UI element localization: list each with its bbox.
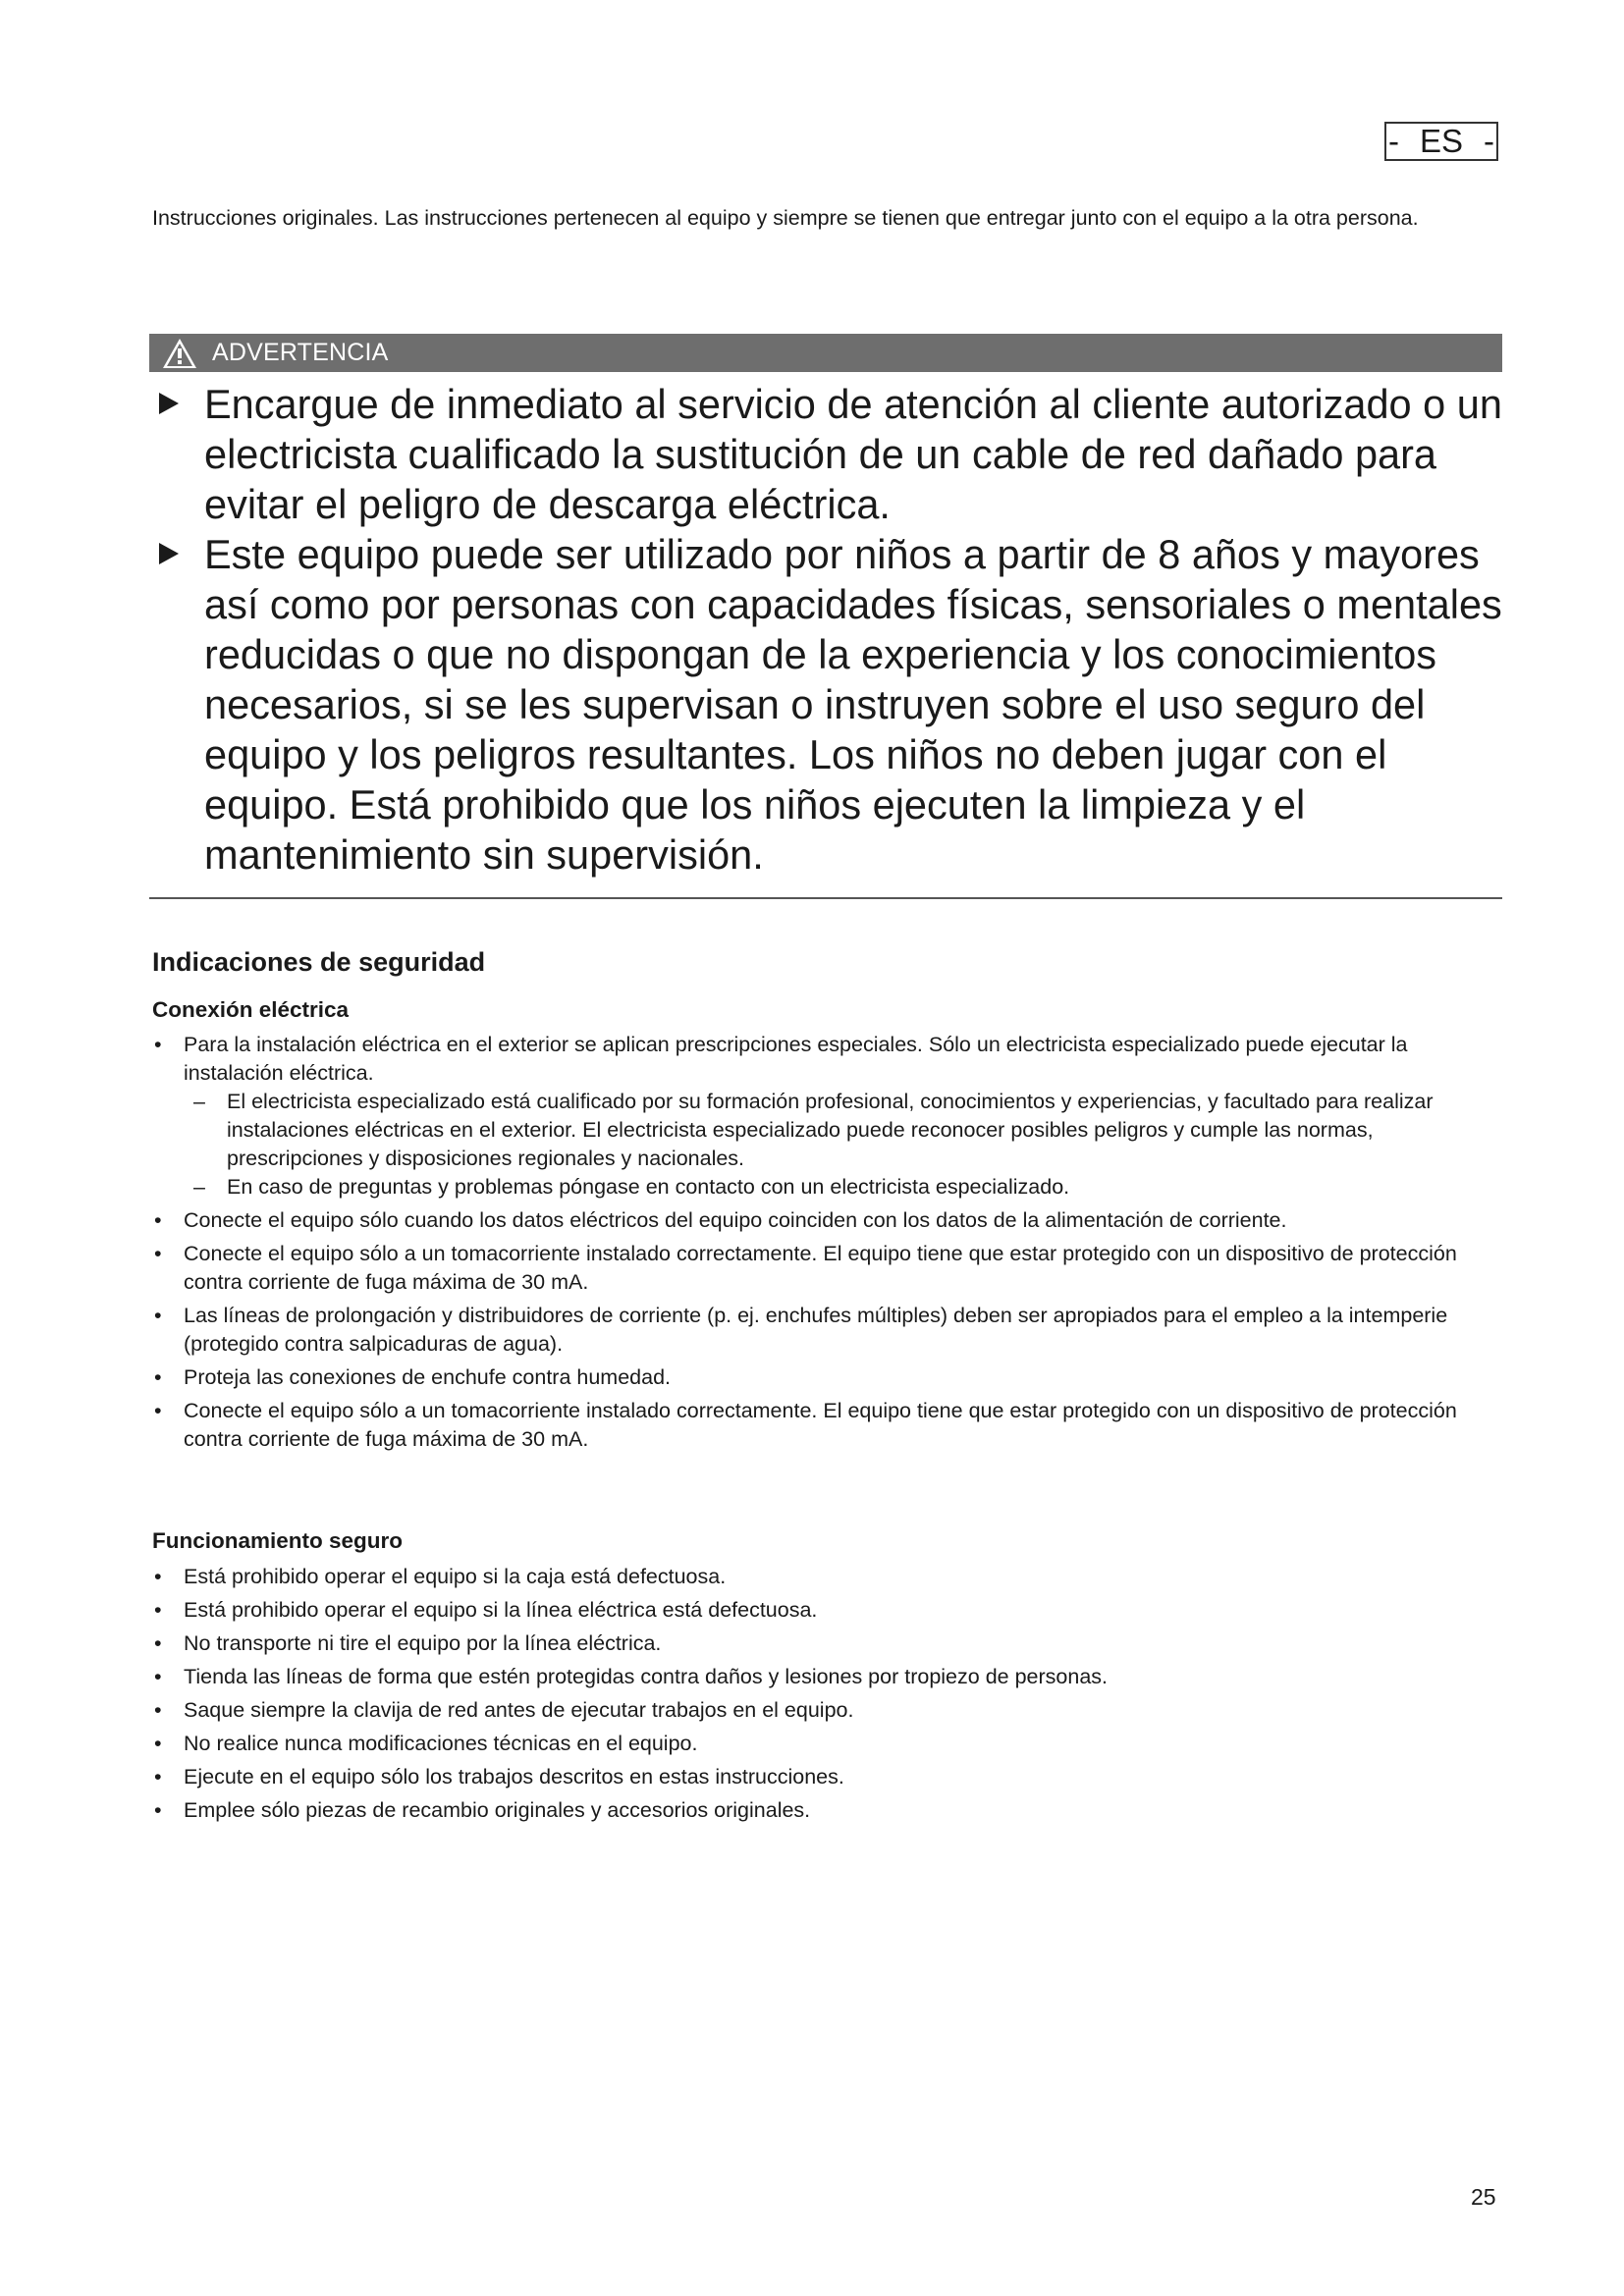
sub-list-item-text: El electricista especializado está cualificado por su formación profesional, conocimientos y experiencias, y facultado para realizar instalaciones eléctricas en el exterior. El electricista especializado puede reconocer posibles peligros y cumple las normas, prescripciones y disposiciones regionales y nacionales. — [227, 1090, 1434, 1170]
list-item — [152, 1763, 1507, 1791]
bullet-icon: • — [154, 1565, 162, 1588]
bullet-icon: • — [154, 1242, 162, 1265]
list-item-text: Las líneas de prolongación y distribuidores de corriente (p. ej. enchufes múltiples) deben ser apropiados para el empleo a la intemperie (protegido contra salpicaduras de agua). — [184, 1304, 1448, 1356]
list-item — [152, 1363, 1507, 1392]
bullet-icon: • — [154, 1033, 162, 1056]
subsection-title-operation: Funcionamiento seguro — [152, 1528, 404, 1553]
bullet-icon: • — [154, 1732, 162, 1755]
list-item-text: Tienda las líneas de forma que estén protegidas contra daños y lesiones por tropiezo de personas. — [184, 1665, 1109, 1688]
list-item-text: Emplee sólo piezas de recambio originales y accesorios originales. — [184, 1798, 811, 1822]
warning-list — [157, 379, 1522, 880]
intro-paragraph: Instrucciones originales. Las instrucciones pertenecen al equipo y siempre se tienen que entregar junto con el equipo a la otra persona. — [152, 206, 1419, 230]
bullet-icon: • — [154, 1698, 162, 1722]
list-item — [152, 1031, 1507, 1201]
section-title: Indicaciones de seguridad — [152, 947, 486, 977]
warning-triangle-icon — [161, 337, 198, 370]
list-item-text: No realice nunca modificaciones técnicas en el equipo. — [184, 1732, 698, 1755]
list-item — [152, 1240, 1507, 1297]
language-tag-dash-right: - — [1484, 123, 1494, 159]
warning-item-text: Este equipo puede ser utilizado por niños a partir de 8 años y mayores así como por personas con capacidades físicas, sensoriales o mentales reducidas o que no dispongan de la experiencia y los conocimientos necesarios, si se les supervisan o instruyen sobre el uso seguro del equipo y los peligros resultantes. Los niños no deben jugar con el equipo. Está prohibido que los niños ejecuten la limpieza y el mantenimiento sin supervisión. — [204, 531, 1502, 878]
bullet-icon: • — [154, 1208, 162, 1232]
warning-header — [149, 334, 1502, 372]
list-item — [152, 1796, 1507, 1825]
list-item — [152, 1397, 1507, 1454]
list-item-text: Proteja las conexiones de enchufe contra humedad. — [184, 1365, 672, 1389]
bullet-icon: • — [154, 1665, 162, 1688]
language-tag — [1384, 122, 1498, 161]
language-code: ES — [1419, 123, 1464, 159]
list-item — [152, 1563, 1507, 1591]
sub-list-item — [184, 1173, 1507, 1201]
warning-item-text: Encargue de inmediato al servicio de atención al cliente autorizado o un electricista cualificado la sustitución de un cable de red dañado para evitar el peligro de descarga eléctrica. — [204, 381, 1502, 527]
list-item — [152, 1696, 1507, 1725]
dash-icon: – — [193, 1175, 205, 1199]
warning-item — [157, 379, 1522, 529]
list-item-text: Saque siempre la clavija de red antes de ejecutar trabajos en el equipo. — [184, 1698, 854, 1722]
warning-item — [157, 529, 1522, 880]
bullet-icon: • — [154, 1365, 162, 1389]
bullet-icon: • — [154, 1631, 162, 1655]
electrical-list — [152, 1031, 1507, 1459]
list-item — [152, 1302, 1507, 1359]
bullet-icon: • — [154, 1765, 162, 1789]
language-tag-dash-left: - — [1388, 123, 1399, 159]
list-item — [152, 1206, 1507, 1235]
sub-list-item — [184, 1088, 1507, 1173]
warning-divider — [149, 897, 1502, 899]
sub-list — [184, 1088, 1507, 1201]
list-item-text: Ejecute en el equipo sólo los trabajos descritos en estas instrucciones. — [184, 1765, 844, 1789]
bullet-icon: • — [154, 1304, 162, 1327]
bullet-icon: • — [154, 1798, 162, 1822]
operation-list — [152, 1563, 1507, 1830]
list-item — [152, 1730, 1507, 1758]
subsection-title-electrical: Conexión eléctrica — [152, 997, 350, 1022]
warning-title: ADVERTENCIA — [212, 339, 389, 366]
list-item-text: Está prohibido operar el equipo si la línea eléctrica está defectuosa. — [184, 1598, 818, 1622]
dash-icon: – — [193, 1090, 205, 1113]
list-item-text: Conecte el equipo sólo cuando los datos eléctricos del equipo coinciden con los datos de la alimentación de corriente. — [184, 1208, 1287, 1232]
list-item — [152, 1596, 1507, 1625]
sub-list-item-text: En caso de preguntas y problemas póngase en contacto con un electricista especializado. — [227, 1175, 1070, 1199]
list-item — [152, 1629, 1507, 1658]
play-arrow-icon — [159, 393, 179, 414]
bullet-icon: • — [154, 1598, 162, 1622]
play-arrow-icon — [159, 543, 179, 564]
list-item-text: No transporte ni tire el equipo por la línea eléctrica. — [184, 1631, 662, 1655]
list-item-text: Conecte el equipo sólo a un tomacorriente instalado correctamente. El equipo tiene que estar protegido con un dispositivo de protección contra corriente de fuga máxima de 30 mA. — [184, 1399, 1457, 1451]
page-number: 25 — [1471, 2184, 1496, 2210]
list-item-text: Conecte el equipo sólo a un tomacorriente instalado correctamente. El equipo tiene que estar protegido con un dispositivo de protección contra corriente de fuga máxima de 30 mA. — [184, 1242, 1457, 1294]
list-item-text: Está prohibido operar el equipo si la caja está defectuosa. — [184, 1565, 727, 1588]
list-item-text: Para la instalación eléctrica en el exterior se aplican prescripciones especiales. Sólo un electricista especializado puede ejecutar la instalación eléctrica. — [184, 1033, 1408, 1085]
bullet-icon: • — [154, 1399, 162, 1422]
list-item — [152, 1663, 1507, 1691]
